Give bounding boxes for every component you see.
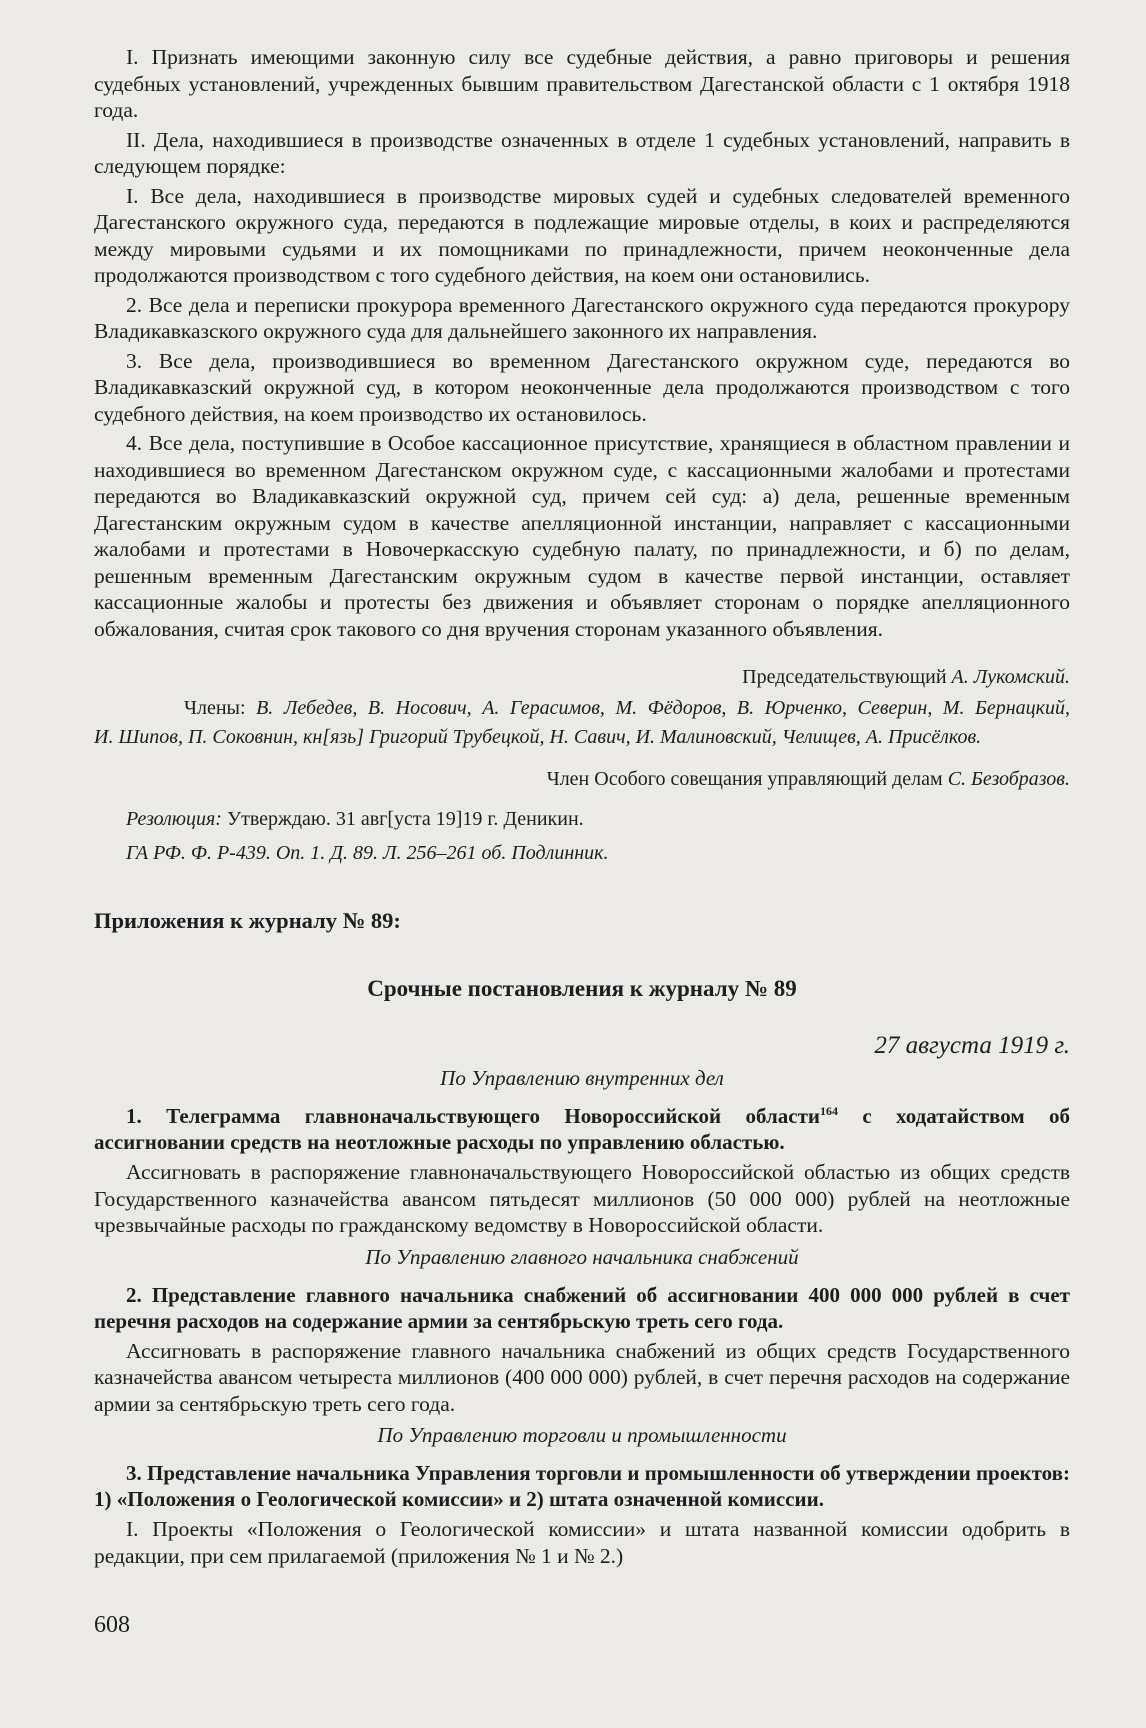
chair-label: Председательствующий	[742, 666, 947, 688]
section-label: По Управлению торговли и промышленности	[377, 1423, 787, 1447]
signature-chair	[94, 664, 1070, 690]
paragraph: 4. Все дела, поступившие в Особое кассационное присутствие, хранящиеся в областном правлении и находившиеся во временном Дагестанском окружном суде, с кассационными жалобами и протестами передаются во Владикавказский окружной суд, причем сей суд: а) дела, решенные временным Дагестанским окружным судом в качестве апелляционной инстанции, направляет с кассационными жалобами и протестами в Новочеркасскую судебную палату, по принадлежности, и б) по делам, решенным временным Дагестанским окружным судом в качестве первой инстанции, оставляет кассационные жалобы и протесты без движения и объявляет сторонам о порядке апелляционного обжалования, считая срок такового со дня вручения сторонам указанного объявления.	[94, 431, 1070, 641]
section	[94, 1066, 1070, 1239]
item-body: Ассигновать в распоряжение главного начальника снабжений из общих средств Государственного казначейства авансом четыреста миллионов (400 000 000) рублей, в счет перечня расходов на содержание армии за сентябрьскую треть сего года.	[94, 1338, 1070, 1416]
manager-name: С. Безобразов.	[947, 768, 1070, 790]
section-label: По Управлению главного начальника снабжений	[365, 1244, 799, 1269]
paragraph: 3. Все дела, производившиеся во временном Дагестанского окружном суде, передаются во Владикавказский окружной суд, в котором неоконченные дела продолжаются производством с того судебного действия, на коем производство их остановилось.	[94, 348, 1070, 426]
decree-date: 27 августа 1919 г.	[874, 1032, 1070, 1059]
archive-reference: ГА РФ. Ф. Р-439. Оп. 1. Д. 89. Л. 256–261 об. Подлинник.	[126, 842, 609, 864]
section-label: По Управлению внутренних дел	[440, 1066, 724, 1090]
manager-label: Член Особого совещания управляющий делам	[546, 768, 943, 790]
chair-name: А. Лукомский.	[951, 666, 1070, 688]
item-title-text: 1. Телеграмма главноначальствующего Новороссийской области	[126, 1104, 821, 1128]
item-title-text: с ходатайством об ассигновании средств на неотложные расходы по управлению областью.	[94, 1104, 1071, 1154]
members-names-line1: В. Лебедев, В. Носович, А. Герасимов, М. Фёдоров, В. Юрченко, Северин, М. Бернацкий,	[256, 697, 1070, 719]
item-title: 3. Представление начальника Управления торговли и промышленности об утверждении проектов: 1) «Положения о Геологической комиссии» и 2) штата означенной комиссии.	[94, 1461, 1070, 1511]
paragraph: I. Все дела, находившиеся в производстве мировых судей и судебных следователей временного Дагестанского окружного суда, передаются в подлежащие мировые отделы, в коих и распределяются между мировыми судьями и их помощниками по принадлежности, причем неоконченные дела продолжаются производством с того судебного действия, на коем они остановились.	[94, 183, 1070, 287]
page-number: 608	[94, 1612, 130, 1638]
item-title	[94, 1103, 1070, 1155]
signature-members-line2	[94, 723, 1070, 752]
decree-title: Срочные постановления к журналу № 89	[367, 976, 797, 1001]
members-label: Члены:	[184, 697, 246, 719]
members-names-line2a: И. Шипов, П. Соковнин, кн[язь]	[94, 726, 365, 748]
item-body: Ассигновать в распоряжение главноначальствующего Новороссийской областью из общих средств Государственного казначейства авансом пятьдесят миллионов (50 000 000) рублей на неотложные чрезвычайные расходы по гражданскому ведомству в Новороссийской области.	[94, 1160, 1070, 1237]
paragraph: 2. Все дела и переписки прокурора временного Дагестанского окружного суда передаются прокурору Владикавказского окружного суда для дальнейшего законного их направления.	[94, 292, 1070, 343]
paragraph: II. Дела, находившиеся в производстве означенных в отделе 1 судебных установлений, направить в следующем порядке:	[94, 127, 1070, 178]
appendix-title: Приложения к журналу № 89:	[94, 908, 401, 933]
resolution-text: Утверждаю. 31 авг[уста 19]19 г. Деникин.	[226, 808, 584, 830]
main-text	[94, 44, 1070, 642]
signature-manager	[94, 766, 1070, 792]
footnote-ref: 164	[820, 1104, 839, 1118]
section	[94, 1423, 1070, 1569]
members-names-line2b: Григорий Трубецкой, Н. Савич, И. Малиновский, Челищев, А. Присёлков.	[369, 726, 982, 748]
signature-members	[94, 694, 1070, 723]
item-title: 2. Представление главного начальника снабжений об ассигновании 400 000 000 рублей в счет перечня расходов на содержание армии за сентябрьскую треть сего года.	[94, 1282, 1070, 1333]
resolution	[94, 806, 1070, 832]
paragraph: I. Признать имеющими законную силу все судебные действия, а равно приговоры и решения судебных установлений, учрежденных бывшим правительством Дагестанской области с 1 октября 1918 года.	[94, 45, 1070, 122]
section	[94, 1245, 1070, 1418]
resolution-label: Резолюция:	[126, 808, 222, 830]
item-body: I. Проекты «Положения о Геологической комиссии» и штата названной комиссии одобрить в редакции, при сем прилагаемой (приложения № 1 и № 2.)	[94, 1517, 1070, 1568]
